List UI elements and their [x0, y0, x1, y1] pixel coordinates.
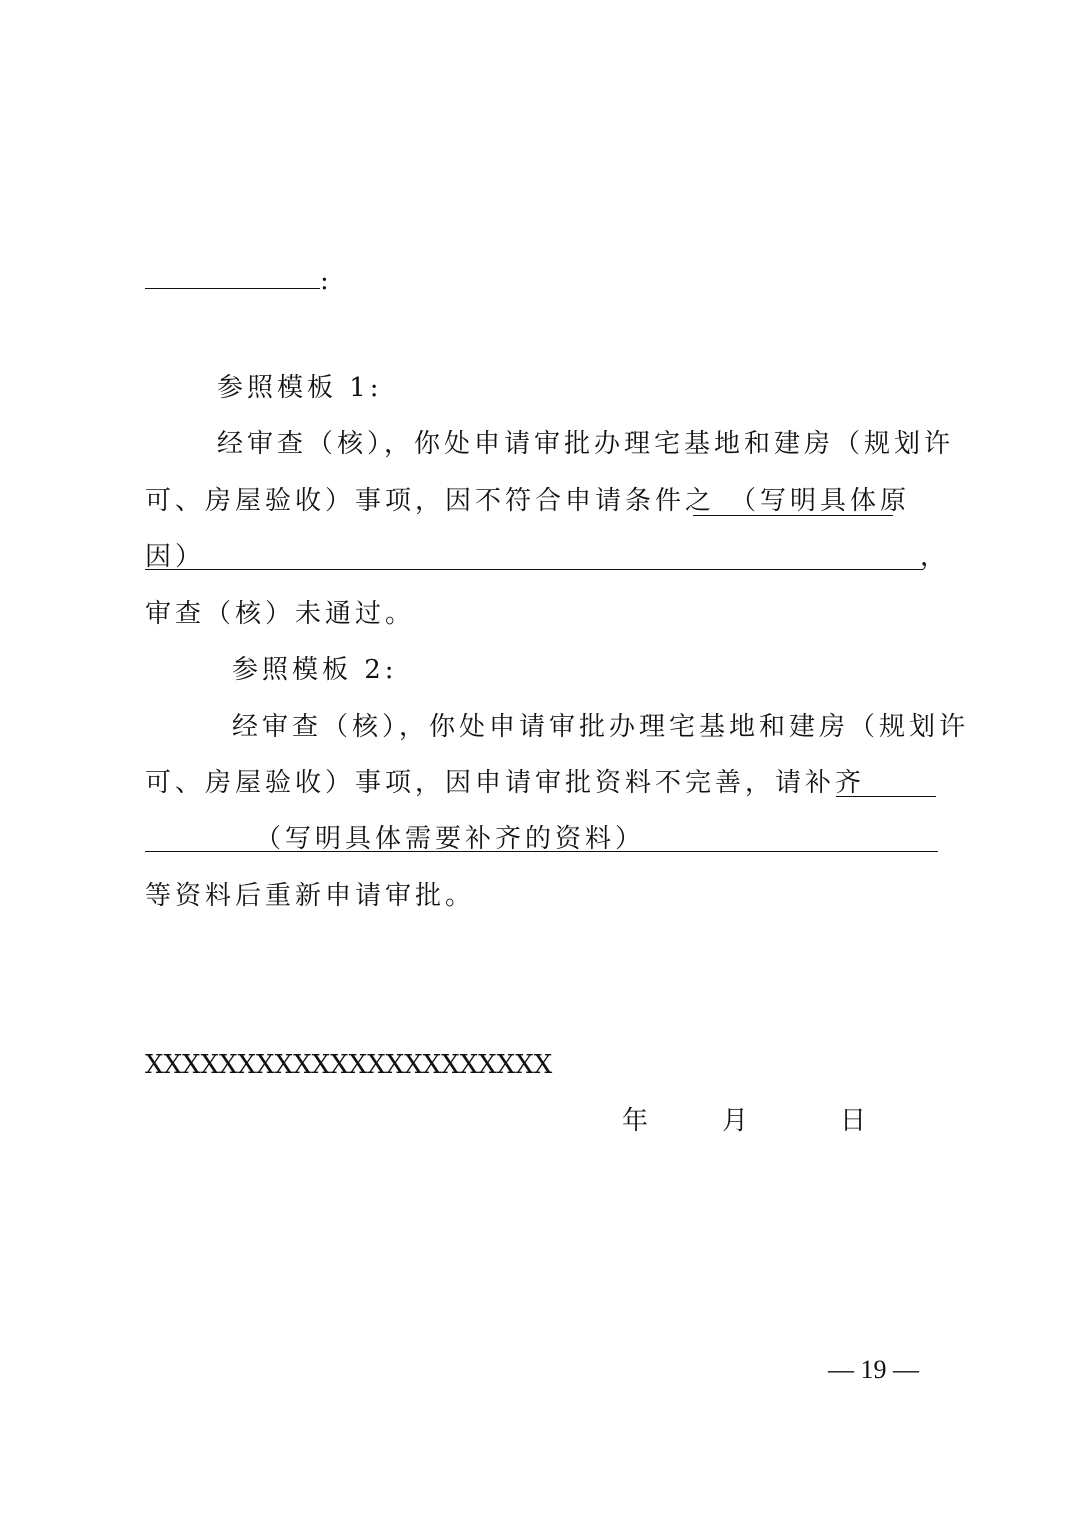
- template1-line3-comma: ，: [920, 542, 951, 572]
- signature-org: XXXXXXXXXXXXXXXXXXXXXX: [145, 1050, 553, 1080]
- template1-blank-underline-1: [693, 515, 893, 516]
- template1-blank-hint-b: 因）: [145, 542, 206, 572]
- template1-blank-underline-2: [145, 569, 923, 570]
- template2-blank-underline-2: [145, 851, 938, 852]
- template2-blank-hint: （写明具体需要补齐的资料）: [255, 824, 646, 854]
- addressee-colon: :: [320, 266, 333, 296]
- signature-year: 年: [622, 1106, 653, 1136]
- page-number: — 19 —: [828, 1355, 919, 1384]
- template2-blank-underline-1: [836, 796, 936, 797]
- template2-heading: 参照模板 2:: [232, 655, 398, 685]
- template1-heading: 参照模板 1:: [217, 373, 383, 403]
- signature-day: 日: [840, 1106, 871, 1136]
- template1-line1: 经审查（核），你处申请审批办理宅基地和建房（规划许: [217, 429, 955, 459]
- signature-month: 月: [722, 1106, 753, 1136]
- template2-line1: 经审查（核），你处申请审批办理宅基地和建房（规划许: [232, 712, 970, 742]
- template1-line2: 可、房屋验收）事项，因不符合申请条件之: [145, 486, 716, 516]
- template1-line4: 审查（核）未通过。: [145, 599, 416, 629]
- template1-blank-hint-a: （写明具体原: [730, 486, 911, 516]
- template2-line2: 可、房屋验收）事项，因申请审批资料不完善，请补齐: [145, 768, 866, 798]
- template2-line4: 等资料后重新申请审批。: [145, 881, 476, 911]
- addressee-blank-line: [145, 288, 320, 289]
